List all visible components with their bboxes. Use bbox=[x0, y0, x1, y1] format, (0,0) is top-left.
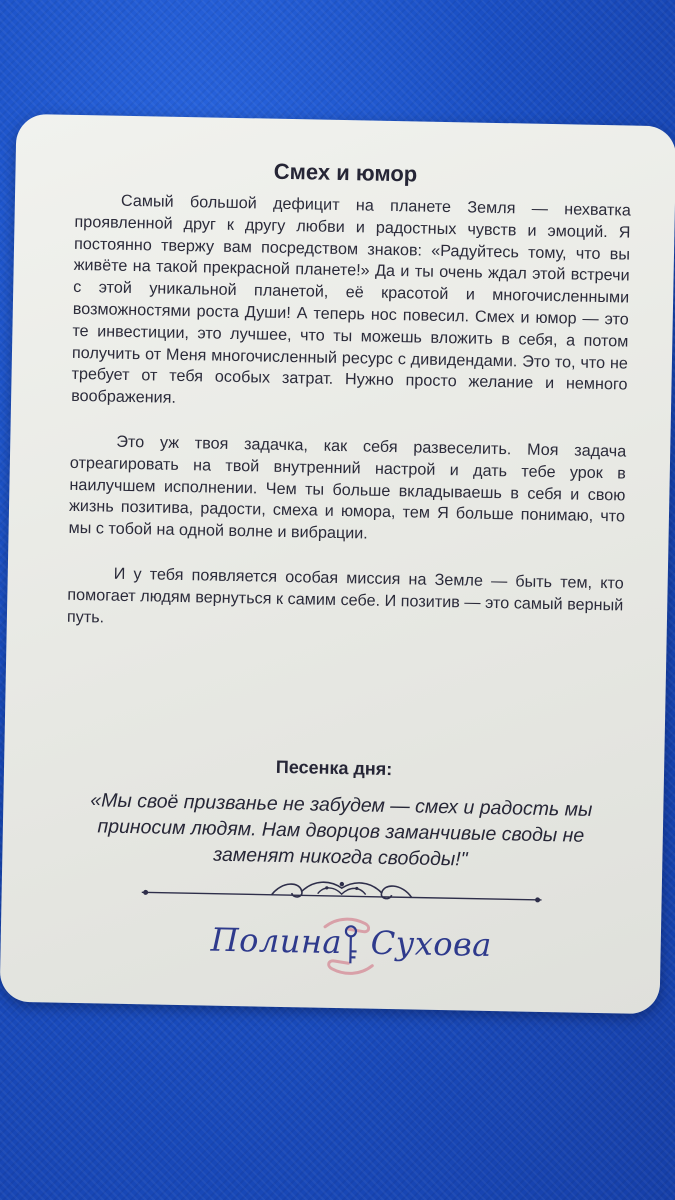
card-body bbox=[66, 190, 631, 662]
song-title: Песенка дня: bbox=[275, 756, 393, 780]
body-paragraph: Это уж твоя задачка, как себя развеселить. Моя задача отреагировать на твой внутренний настрой и дать тебе урок в наилучшем исполнении. Чем ты больше вкладываешь в себя и свою жизнь позитива, радости, смеха и юмора, тем Я больше понимаю, что мы с тобой на одной волне и вибрации. bbox=[68, 432, 627, 543]
logo-last-name: Сухова bbox=[370, 923, 493, 965]
author-logo bbox=[190, 902, 491, 988]
body-paragraph: Самый большой дефицит на планете Земля — нехватка проявленной друг к другу любви и радостных чувств и эмоций. Я постоянно твержу вам посредством знаков: «Радуйтесь тому, что вы живёте на такой прекрасной планете!» Да и ты очень ждал этой встречи с этой уникальной планетой, её красотой и многочисленными возможностями роста Души! А теперь нос повесил. Смех и юмор — это те инвестиции, это лучшее, что ты можешь вложить в себя, а потом получить от Меня многочисленный ресурс с дивидендами. Это то, что не требует от тебя особых затрат. Нужно просто желание и немного воображения. bbox=[71, 191, 632, 408]
body-paragraph: И у тебя появляется особая миссия на Земле — быть тем, кто помогает людям вернуться к самим себе. И позитив — это самый верный путь. bbox=[66, 564, 624, 627]
logo-first-name: Полина bbox=[210, 920, 343, 962]
card-title: Смех и юмор bbox=[273, 158, 418, 187]
card bbox=[0, 114, 675, 1015]
song-quote: «Мы своё призванье не забудем — смех и радость мы приносим людям. Нам дворцов заманчивые своды не заменят никогда свободы!" bbox=[90, 789, 593, 871]
